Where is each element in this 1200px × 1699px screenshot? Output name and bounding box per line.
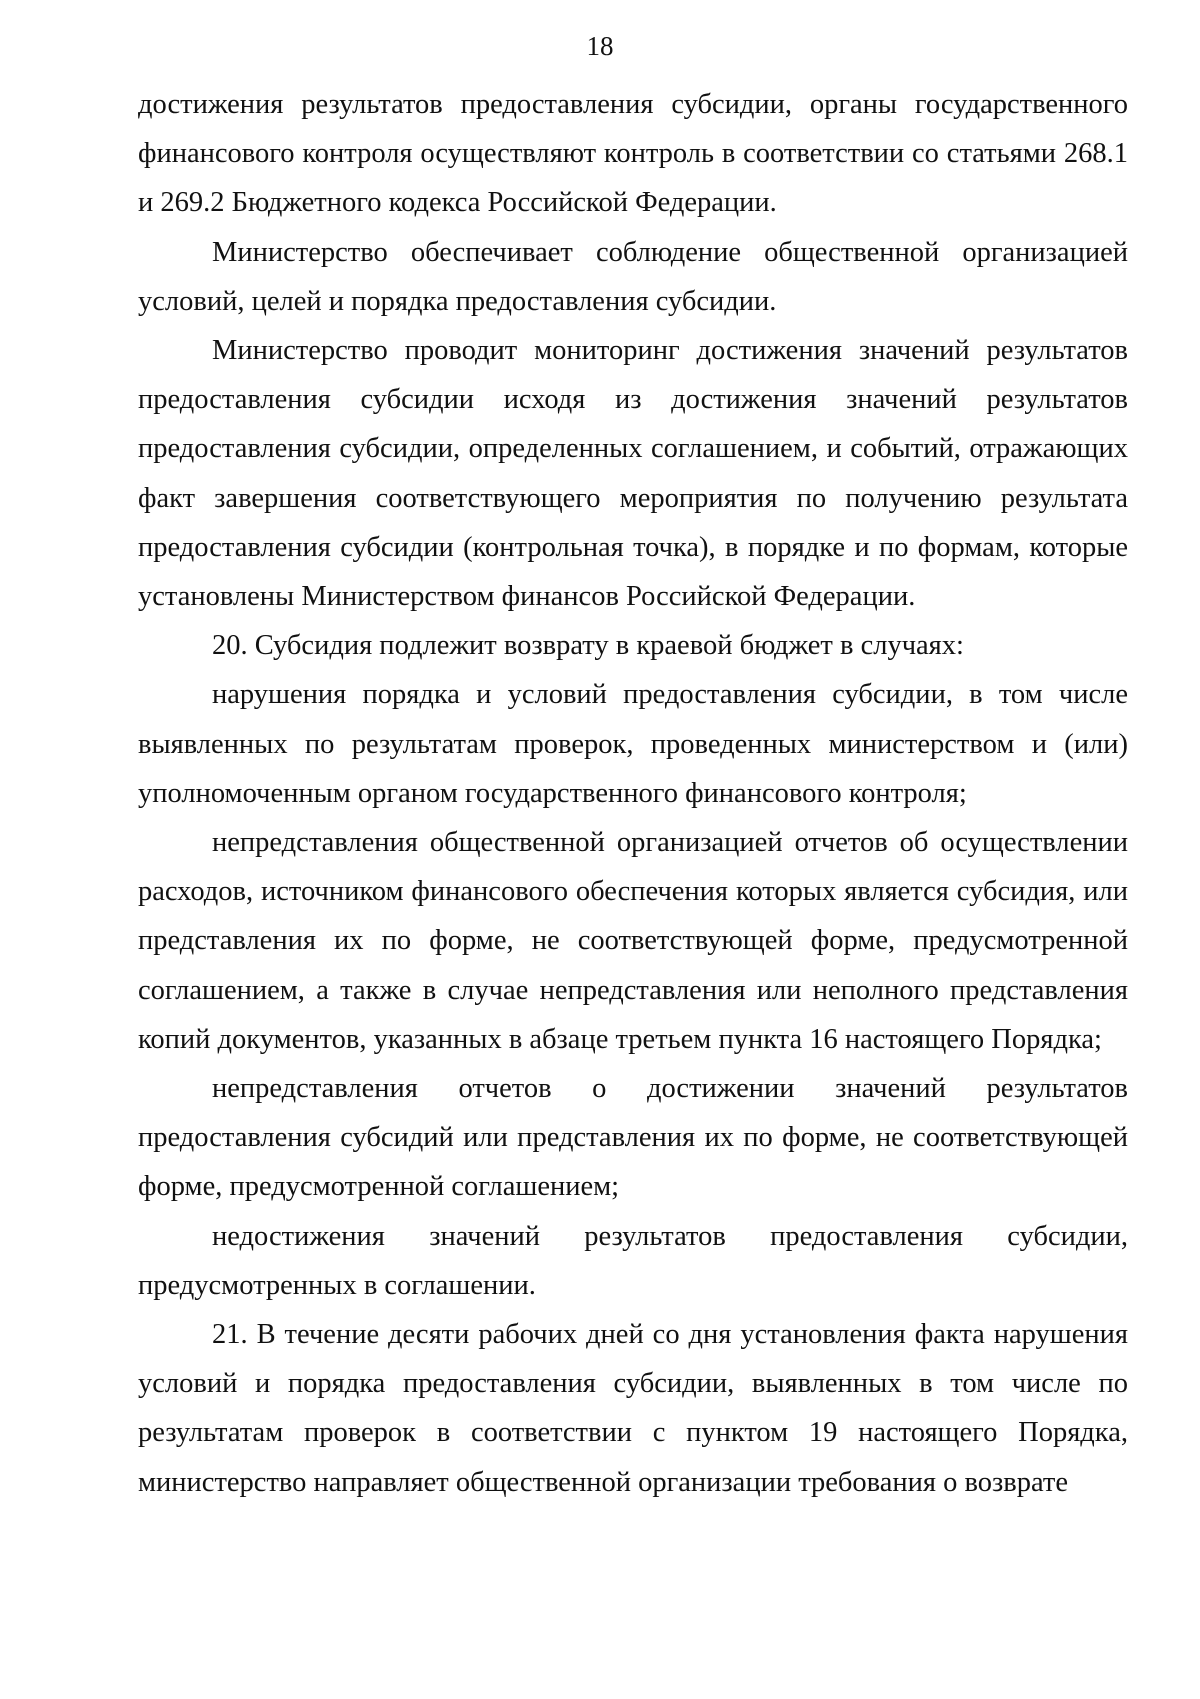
paragraph-clause-20: 20. Субсидия подлежит возврату в краевой бюджет в случаях: bbox=[212, 630, 964, 662]
paragraph-case-violation: нарушения порядка и условий предоставления субсидии, в том числе выявленных по результатам проверок, проведенных министерством и (или) уполномоченным органом государственного финансового контроля; bbox=[138, 679, 1128, 809]
paragraph-ministry-monitoring: Министерство проводит мониторинг достижения значений результатов предоставления субсидии исходя из достижения значений результатов предоставления субсидии, определенных соглашением, и событий, отражающих факт завершения соответствующего мероприятия по получению результата предоставления субсидии (контрольная точка), в порядке и по формам, которые установлены Министерством финансов Российской Федерации. bbox=[138, 335, 1128, 613]
document-body bbox=[138, 80, 1128, 1507]
paragraph-control-bodies: достижения результатов предоставления субсидии, органы государственного финансового контроля осуществляют контроль в соответствии со статьями 268.1 и 269.2 Бюджетного кодекса Российской Федерации. bbox=[138, 89, 1128, 219]
paragraph-ministry-compliance: Министерство обеспечивает соблюдение общественной организацией условий, целей и порядка предоставления субсидии. bbox=[138, 236, 1128, 317]
paragraph-case-no-expense-reports: непредставления общественной организацией отчетов об осуществлении расходов, источником финансового обеспечения которых является субсидия, или представления их по форме, не соответствующей форме, предусмотренной соглашением, а также в случае непредставления или неполного представления копий документов, указанных в абзаце третьем пункта 16 настоящего Порядка; bbox=[138, 827, 1128, 1055]
paragraph-clause-21: 21. В течение десяти рабочих дней со дня установления факта нарушения условий и порядка предоставления субсидии, выявленных в том числе по результатам проверок в соответствии с пунктом 19 настоящего Порядка, министерство направляет общественной организации требования о возврате bbox=[138, 1319, 1128, 1498]
paragraph-case-results-not-achieved: недостижения значений результатов предоставления субсидии, предусмотренных в соглашении. bbox=[138, 1220, 1128, 1301]
page-number: 18 bbox=[586, 31, 614, 61]
paragraph-case-no-result-reports: непредставления отчетов о достижении значений результатов предоставления субсидий или представления их по форме, не соответствующей форме, предусмотренной соглашением; bbox=[138, 1073, 1128, 1203]
